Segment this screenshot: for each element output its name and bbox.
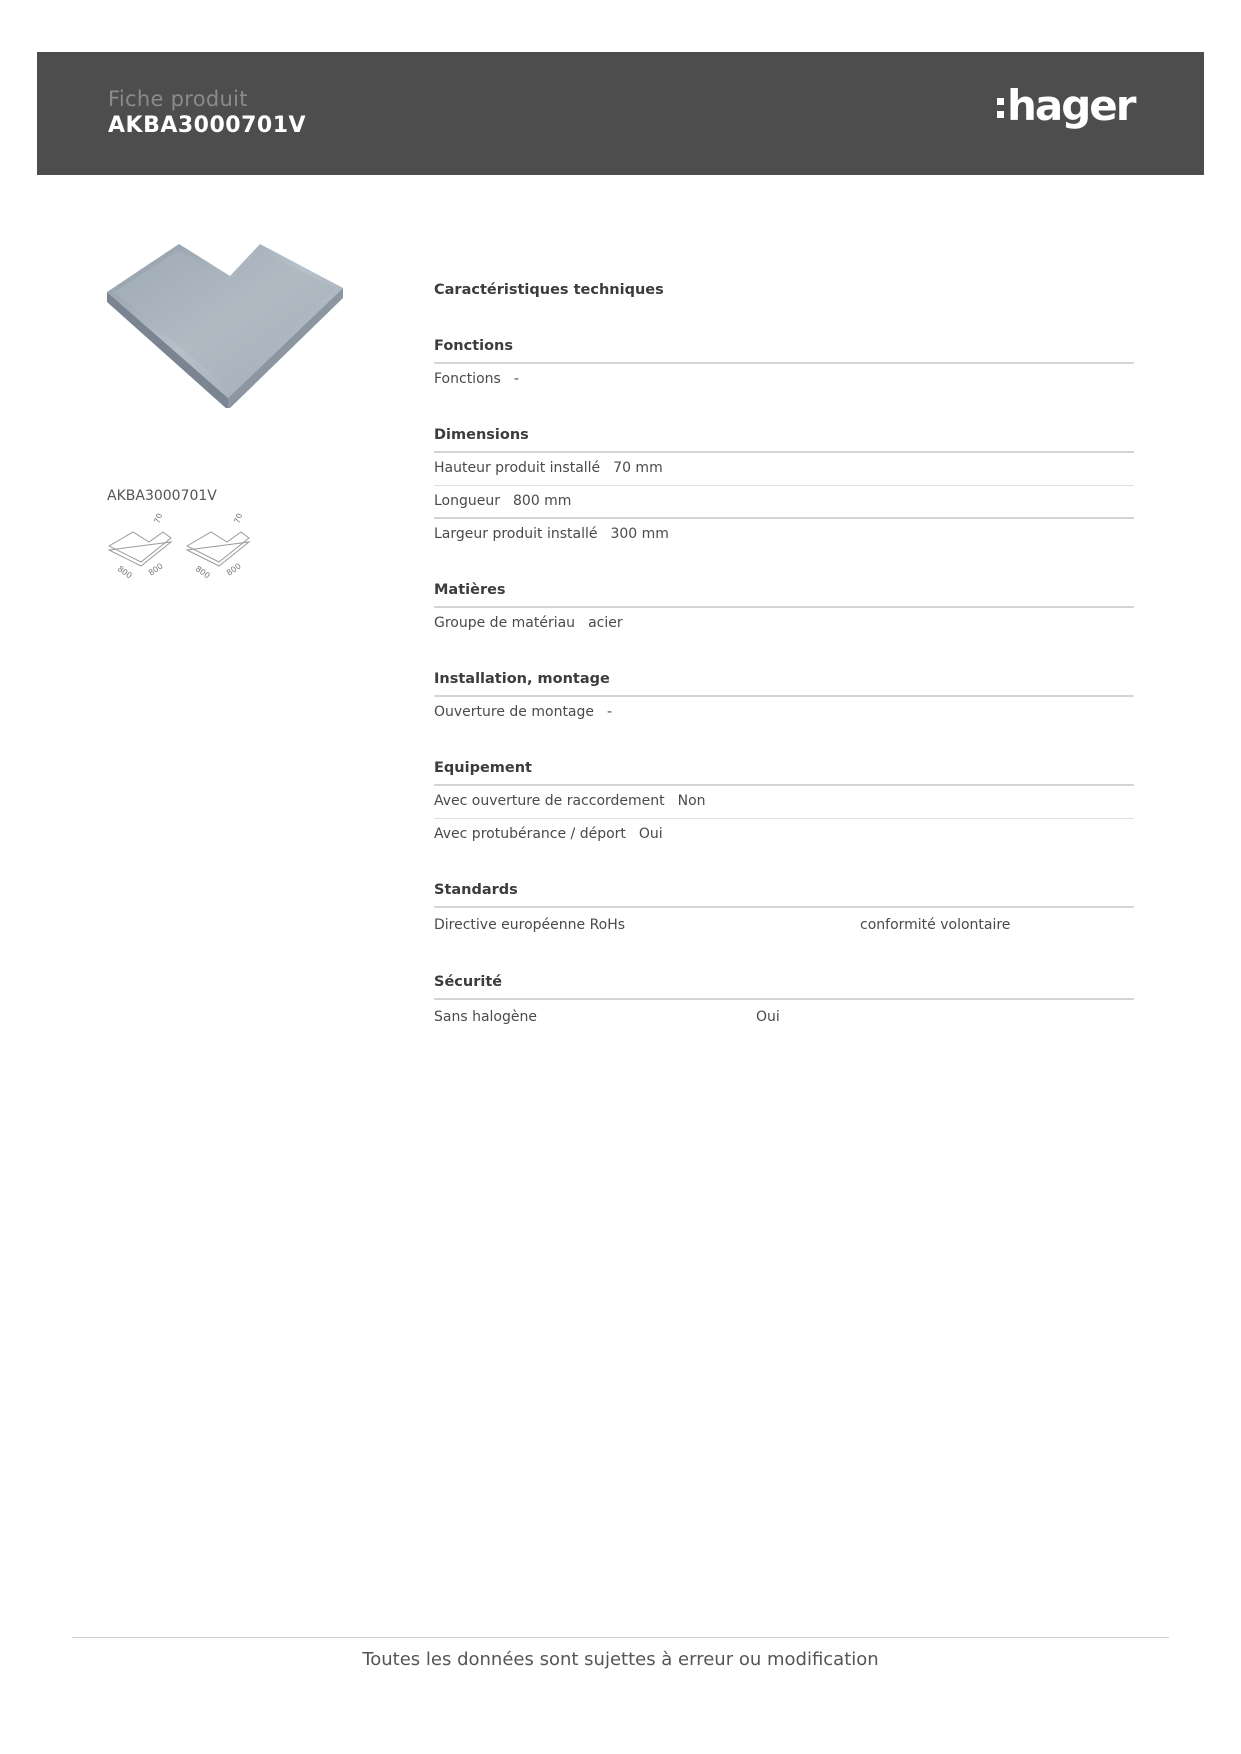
spec-row (434, 1000, 1134, 1036)
spec-row (434, 453, 1134, 486)
spec-group-installation (434, 671, 1134, 730)
footer-divider (72, 1637, 1169, 1638)
group-title: Equipement (434, 760, 1134, 786)
drawing-label: 800 (224, 561, 243, 578)
spec-row (434, 786, 1134, 819)
footer-disclaimer: Toutes les données sont sujettes à erreur ou modification (362, 1649, 879, 1670)
spec-group-fonctions (434, 338, 1134, 397)
spec-row (434, 908, 1134, 944)
header-banner (37, 52, 1204, 175)
drawing-label: 800 (193, 564, 212, 581)
spec-value: - (607, 704, 613, 720)
spec-row (434, 519, 1134, 552)
drawing-label: 800 (115, 564, 134, 581)
specs-title: Caractéristiques techniques (434, 282, 664, 298)
group-title: Fonctions (434, 338, 1134, 364)
spec-row (434, 364, 1134, 397)
technical-specifications (434, 282, 1134, 1066)
drawing-label: 70 (152, 512, 165, 525)
group-title: Matières (434, 582, 1134, 608)
spec-label: Ouverture de montage (434, 704, 595, 720)
spec-value: Oui (756, 1009, 780, 1025)
spec-row (434, 819, 1134, 852)
spec-label: Sans halogène (434, 1009, 537, 1025)
spec-value: Oui (638, 826, 663, 842)
spec-group-dimensions (434, 427, 1134, 552)
logo-text: hager (1007, 84, 1135, 130)
spec-label: Avec protubérance / déport (434, 826, 626, 842)
spec-group-equipement (434, 760, 1134, 852)
spec-value: conformité volontaire (860, 917, 1011, 933)
spec-group-standards (434, 882, 1134, 944)
spec-label: Hauteur produit installé (434, 460, 601, 476)
group-title: Installation, montage (434, 671, 1134, 697)
spec-row (434, 486, 1134, 519)
spec-row (434, 608, 1134, 641)
hager-logo (995, 84, 1191, 140)
corner-piece-photo (107, 238, 352, 408)
spec-value: 300 mm (610, 526, 669, 542)
spec-label: Fonctions (434, 371, 501, 387)
product-reference-title: AKBA3000701V (108, 113, 307, 138)
drawing-label: 70 (232, 512, 245, 525)
spec-value: acier (588, 615, 623, 631)
group-title: Standards (434, 882, 1134, 908)
group-title: Sécurité (434, 974, 1134, 1000)
spec-row (434, 697, 1134, 730)
spec-group-securite (434, 974, 1134, 1036)
spec-label: Longueur (434, 493, 500, 509)
spec-label: Directive européenne RoHs (434, 917, 626, 933)
spec-label: Avec ouverture de raccordement (434, 793, 665, 809)
spec-value: Non (677, 793, 706, 809)
product-reference: AKBA3000701V (107, 488, 217, 504)
spec-value: 70 mm (613, 460, 663, 476)
document-type: Fiche produit (108, 87, 248, 111)
spec-value: 800 mm (513, 493, 572, 509)
spec-label: Groupe de matériau (434, 615, 576, 631)
drawing-label: 800 (146, 561, 165, 578)
spec-group-matieres (434, 582, 1134, 641)
group-title: Dimensions (434, 427, 1134, 453)
dimension-drawing (101, 506, 261, 586)
spec-value: - (513, 371, 519, 387)
spec-label: Largeur produit installé (434, 526, 598, 542)
